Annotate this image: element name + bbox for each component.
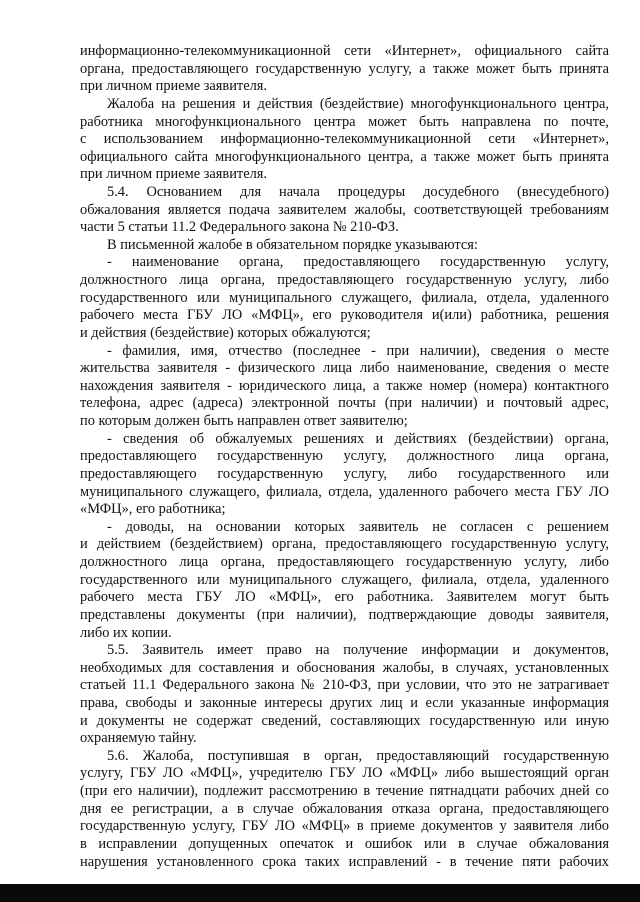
text-line: рабочего места ГБУ ЛО «МФЦ», его руководителя и(или) работника, решения: [80, 307, 609, 324]
text-line: представлены документы (при наличии), подтверждающие доводы заявителя,: [80, 606, 609, 623]
text-line: статьей 11.1 Федерального закона № 210-ФЗ, при условии, что это не затрагивает: [80, 677, 609, 694]
text-line: с использованием информационно-телекоммуникационной сети «Интернет»,: [80, 131, 609, 148]
text-line: - наименование органа, предоставляющего государственную услугу,: [107, 254, 609, 271]
text-line: телефона, адрес (адреса) электронной почты (при наличии) и почтовый адрес,: [80, 395, 609, 412]
text-line: (при его наличии), подлежит рассмотрению в течение пятнадцати рабочих дней со: [80, 783, 609, 799]
text-line: «МФЦ», его работника;: [80, 501, 226, 518]
text-line: информационно-телекоммуникационной сети «Интернет», официального сайта: [80, 43, 609, 59]
text-line: нарушения установленного срока таких исправлений - в течение пяти рабочих: [80, 853, 609, 870]
text-line: рабочего места ГБУ ЛО «МФЦ», его работника. Заявителем могут быть: [80, 589, 609, 606]
text-line: части 5 статьи 11.2 Федерального закона № 210-ФЗ.: [80, 219, 399, 236]
text-line: муниципального служащего, филиала, отдела, удаленного рабочего места ГБУ ЛО: [80, 483, 609, 500]
text-line: - сведения об обжалуемых решениях и действиях (бездействии) органа,: [107, 430, 609, 447]
text-line: по которым должен быть направлен ответ заявителю;: [80, 413, 408, 429]
text-line: 5.4. Основанием для начала процедуры досудебного (внесудебного): [107, 184, 609, 200]
text-line: жительства заявителя - физического лица либо наименование, сведения о месте: [80, 360, 609, 377]
text-line: услугу, ГБУ ЛО «МФЦ», учредителю ГБУ ЛО «МФЦ» либо вышестоящий орган: [80, 765, 609, 782]
text-line: дня ее регистрации, а в случае обжалования отказа органа, предоставляющего: [80, 800, 609, 817]
text-line: и действием (бездействием) органа, предоставляющего государственную услугу,: [80, 536, 609, 553]
text-line: необходимых для составления и обоснования жалобы, в случаях, установленных: [80, 659, 609, 676]
text-line: 5.5. Заявитель имеет право на получение информации и документов,: [107, 642, 609, 659]
text-line: при личном приеме заявителя.: [80, 166, 267, 183]
text-line: государственного или муниципального служащего, филиала, отдела, удаленного: [80, 571, 609, 588]
text-line: предоставляющего государственную услугу, должностного лица органа,: [80, 448, 609, 465]
text-line: при личном приеме заявителя.: [80, 78, 267, 95]
bottom-scan-edge: [0, 884, 640, 902]
text-line: органа, предоставляющего государственную услугу, а также может быть принята: [80, 60, 609, 77]
text-line: либо их копии.: [80, 624, 172, 641]
text-line: права, свободы и законные интересы других лиц и если указанные информация: [80, 694, 609, 711]
text-line: должностного лица органа, предоставляющего государственную услугу, либо: [80, 272, 609, 289]
text-line: и действия (бездействие) которых обжалуются;: [80, 324, 371, 341]
text-line: Жалоба на решения и действия (бездействие) многофункционального центра,: [107, 95, 609, 112]
text-line: обжалования является подача заявителем жалобы, соответствующей требованиям: [80, 201, 609, 218]
text-line: - фамилия, имя, отчество (последнее - при наличии), сведения о месте: [107, 342, 609, 359]
text-line: должностного лица органа, предоставляющего государственную услугу, либо: [80, 554, 609, 570]
text-line: в исправлении допущенных опечаток и ошибок или в случае обжалования: [80, 835, 609, 852]
text-line: государственного или муниципального служащего, филиала, отдела, удаленного: [80, 289, 609, 306]
text-line: работника многофункционального центра может быть направлена по почте,: [80, 113, 609, 130]
text-line: официального сайта многофункционального центра, а также может быть принята: [80, 148, 609, 165]
text-line: и документы не содержат сведений, составляющих государственную или иную: [80, 712, 609, 729]
text-line: государственную услугу, ГБУ ЛО «МФЦ» в приеме документов у заявителя либо: [80, 818, 609, 835]
text-line: 5.6. Жалоба, поступившая в орган, предоставляющий государственную: [107, 747, 609, 764]
text-line: охраняемую тайну.: [80, 730, 197, 747]
text-line: - доводы, на основании которых заявитель не согласен с решением: [107, 518, 609, 535]
text-line: В письменной жалобе в обязательном порядке указываются:: [107, 236, 478, 253]
text-line: нахождения заявителя - юридического лица, а также номер (номера) контактного: [80, 377, 609, 394]
text-line: предоставляющего государственную услугу, либо государственного или: [80, 465, 609, 482]
